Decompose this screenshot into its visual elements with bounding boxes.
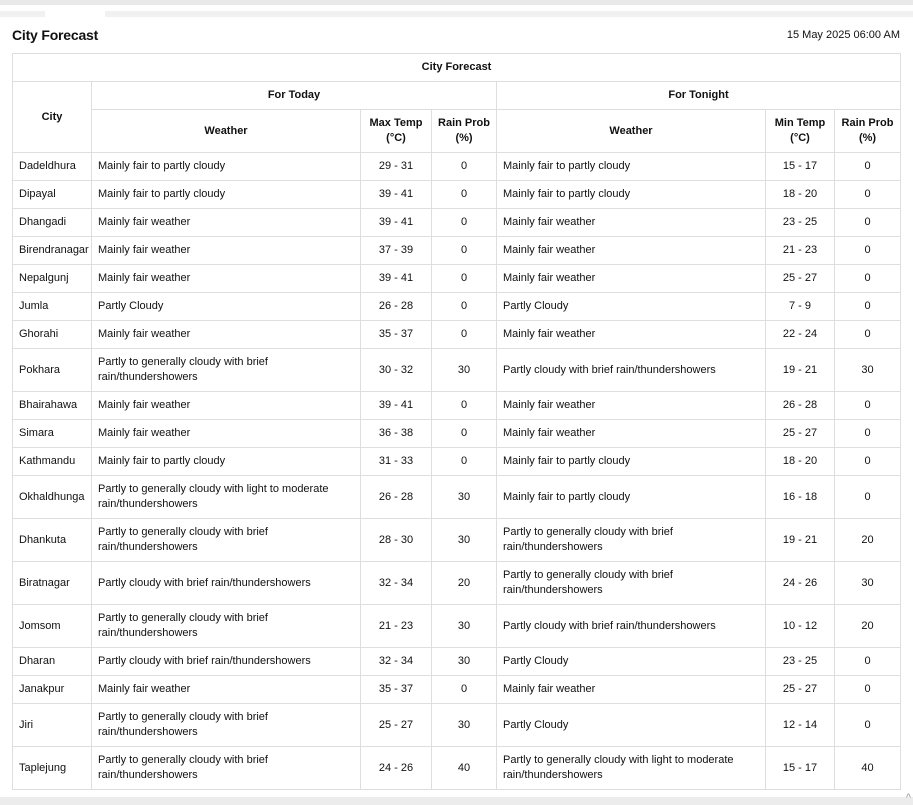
tonight-weather-cell: Mainly fair weather [497, 420, 766, 448]
table-row [13, 476, 901, 519]
city-cell: Jiri [13, 704, 92, 747]
tonight-weather-cell: Partly cloudy with brief rain/thundershowers [497, 605, 766, 648]
max-temp-cell: 21 - 23 [361, 605, 432, 648]
max-temp-cell: 30 - 32 [361, 349, 432, 392]
forecast-rows [13, 153, 901, 790]
max-temp-cell: 26 - 28 [361, 293, 432, 321]
max-temp-cell: 37 - 39 [361, 237, 432, 265]
today-weather-cell: Mainly fair weather [92, 237, 361, 265]
tonight-rain-cell: 0 [835, 265, 901, 293]
today-weather-header: Weather [92, 110, 361, 153]
tonight-weather-cell: Mainly fair weather [497, 321, 766, 349]
city-cell: Janakpur [13, 676, 92, 704]
min-temp-cell: 10 - 12 [766, 605, 835, 648]
tonight-weather-cell: Partly Cloudy [497, 293, 766, 321]
min-temp-cell: 18 - 20 [766, 448, 835, 476]
table-row [13, 392, 901, 420]
min-temp-cell: 15 - 17 [766, 153, 835, 181]
tonight-rain-cell: 0 [835, 209, 901, 237]
max-temp-cell: 31 - 33 [361, 448, 432, 476]
today-rain-cell: 0 [432, 293, 497, 321]
max-temp-header: Max Temp (°C) [361, 110, 432, 153]
min-temp-cell: 16 - 18 [766, 476, 835, 519]
table-row [13, 237, 901, 265]
tonight-rain-cell: 20 [835, 605, 901, 648]
city-cell: Simara [13, 420, 92, 448]
today-weather-cell: Partly to generally cloudy with light to moderate rain/thundershowers [92, 476, 361, 519]
max-temp-cell: 39 - 41 [361, 181, 432, 209]
min-temp-cell: 21 - 23 [766, 237, 835, 265]
for-today-header: For Today [92, 82, 497, 110]
today-weather-cell: Partly to generally cloudy with brief rain/thundershowers [92, 605, 361, 648]
city-cell: Dhangadi [13, 209, 92, 237]
today-rain-cell: 30 [432, 519, 497, 562]
today-weather-cell: Partly cloudy with brief rain/thundershowers [92, 562, 361, 605]
min-temp-cell: 25 - 27 [766, 420, 835, 448]
tab-gap [45, 11, 105, 17]
min-temp-cell: 22 - 24 [766, 321, 835, 349]
table-row [13, 747, 901, 790]
city-cell: Dipayal [13, 181, 92, 209]
min-temp-cell: 15 - 17 [766, 747, 835, 790]
tonight-weather-cell: Partly to generally cloudy with light to moderate rain/thundershowers [497, 747, 766, 790]
max-temp-cell: 39 - 41 [361, 265, 432, 293]
today-rain-cell: 0 [432, 209, 497, 237]
min-temp-cell: 19 - 21 [766, 519, 835, 562]
tonight-weather-cell: Mainly fair to partly cloudy [497, 448, 766, 476]
table-row [13, 519, 901, 562]
tonight-rain-cell: 0 [835, 448, 901, 476]
table-row [13, 293, 901, 321]
table-row [13, 648, 901, 676]
min-temp-cell: 23 - 25 [766, 209, 835, 237]
city-cell: Bhairahawa [13, 392, 92, 420]
tonight-rain-cell: 0 [835, 181, 901, 209]
max-temp-cell: 32 - 34 [361, 562, 432, 605]
tonight-weather-cell: Mainly fair to partly cloudy [497, 181, 766, 209]
tonight-weather-cell: Partly cloudy with brief rain/thundershowers [497, 349, 766, 392]
tonight-weather-cell: Mainly fair weather [497, 265, 766, 293]
tonight-rain-cell: 40 [835, 747, 901, 790]
tonight-weather-cell: Partly to generally cloudy with brief rain/thundershowers [497, 562, 766, 605]
forecast-header [12, 25, 900, 47]
forecast-timestamp: 15 May 2025 06:00 AM [786, 29, 900, 41]
tonight-weather-cell: Mainly fair weather [497, 237, 766, 265]
today-rain-cell: 0 [432, 181, 497, 209]
today-rain-cell: 30 [432, 648, 497, 676]
today-rain-cell: 30 [432, 704, 497, 747]
tonight-rain-cell: 0 [835, 237, 901, 265]
today-rain-cell: 0 [432, 676, 497, 704]
table-row [13, 420, 901, 448]
city-cell: Kathmandu [13, 448, 92, 476]
tonight-rain-cell: 20 [835, 519, 901, 562]
tonight-rain-cell: 0 [835, 420, 901, 448]
max-temp-cell: 35 - 37 [361, 321, 432, 349]
table-row [13, 448, 901, 476]
tonight-weather-cell: Mainly fair weather [497, 209, 766, 237]
table-row [13, 676, 901, 704]
today-weather-cell: Mainly fair weather [92, 392, 361, 420]
min-temp-cell: 26 - 28 [766, 392, 835, 420]
min-temp-cell: 19 - 21 [766, 349, 835, 392]
today-weather-cell: Mainly fair to partly cloudy [92, 448, 361, 476]
city-cell: Okhaldhunga [13, 476, 92, 519]
city-cell: Dharan [13, 648, 92, 676]
tonight-weather-cell: Mainly fair to partly cloudy [497, 476, 766, 519]
tonight-weather-header: Weather [497, 110, 766, 153]
tonight-weather-cell: Mainly fair to partly cloudy [497, 153, 766, 181]
table-caption: City Forecast [13, 54, 901, 82]
today-weather-cell: Mainly fair weather [92, 420, 361, 448]
today-rain-cell: 20 [432, 562, 497, 605]
max-temp-cell: 39 - 41 [361, 392, 432, 420]
today-rain-prob-header: Rain Prob (%) [432, 110, 497, 153]
city-cell: Biratnagar [13, 562, 92, 605]
city-column-header: City [13, 82, 92, 153]
table-row [13, 265, 901, 293]
tonight-rain-cell: 30 [835, 349, 901, 392]
table-row [13, 704, 901, 747]
min-temp-cell: 12 - 14 [766, 704, 835, 747]
today-weather-cell: Mainly fair to partly cloudy [92, 153, 361, 181]
table-row [13, 562, 901, 605]
table-row [13, 181, 901, 209]
city-cell: Pokhara [13, 349, 92, 392]
tonight-weather-cell: Partly to generally cloudy with brief rain/thundershowers [497, 519, 766, 562]
today-rain-cell: 0 [432, 448, 497, 476]
today-weather-cell: Partly cloudy with brief rain/thundershowers [92, 648, 361, 676]
city-cell: Nepalgunj [13, 265, 92, 293]
min-temp-cell: 24 - 26 [766, 562, 835, 605]
min-temp-header: Min Temp (°C) [766, 110, 835, 153]
table-row [13, 349, 901, 392]
tonight-rain-cell: 0 [835, 704, 901, 747]
today-rain-cell: 30 [432, 605, 497, 648]
city-cell: Taplejung [13, 747, 92, 790]
min-temp-cell: 25 - 27 [766, 676, 835, 704]
city-cell: Dhankuta [13, 519, 92, 562]
city-forecast-table [12, 53, 901, 790]
today-rain-cell: 0 [432, 392, 497, 420]
max-temp-cell: 29 - 31 [361, 153, 432, 181]
today-rain-cell: 0 [432, 420, 497, 448]
max-temp-cell: 26 - 28 [361, 476, 432, 519]
tonight-weather-cell: Partly Cloudy [497, 704, 766, 747]
today-rain-cell: 0 [432, 265, 497, 293]
max-temp-cell: 39 - 41 [361, 209, 432, 237]
today-weather-cell: Mainly fair weather [92, 676, 361, 704]
city-cell: Jumla [13, 293, 92, 321]
today-rain-cell: 0 [432, 153, 497, 181]
today-weather-cell: Partly to generally cloudy with brief rain/thundershowers [92, 519, 361, 562]
tonight-rain-cell: 0 [835, 153, 901, 181]
today-rain-cell: 30 [432, 349, 497, 392]
city-cell: Ghorahi [13, 321, 92, 349]
max-temp-cell: 28 - 30 [361, 519, 432, 562]
today-weather-cell: Partly to generally cloudy with brief rain/thundershowers [92, 349, 361, 392]
tonight-rain-cell: 0 [835, 321, 901, 349]
for-tonight-header: For Tonight [497, 82, 901, 110]
tonight-rain-cell: 0 [835, 676, 901, 704]
tonight-rain-cell: 0 [835, 293, 901, 321]
min-temp-cell: 18 - 20 [766, 181, 835, 209]
today-rain-cell: 30 [432, 476, 497, 519]
today-rain-cell: 0 [432, 237, 497, 265]
max-temp-cell: 25 - 27 [361, 704, 432, 747]
today-weather-cell: Mainly fair weather [92, 265, 361, 293]
min-temp-cell: 7 - 9 [766, 293, 835, 321]
today-weather-cell: Partly to generally cloudy with brief rain/thundershowers [92, 747, 361, 790]
min-temp-cell: 25 - 27 [766, 265, 835, 293]
tonight-rain-cell: 0 [835, 392, 901, 420]
max-temp-cell: 35 - 37 [361, 676, 432, 704]
tonight-rain-cell: 0 [835, 476, 901, 519]
tonight-weather-cell: Partly Cloudy [497, 648, 766, 676]
today-weather-cell: Partly to generally cloudy with brief rain/thundershowers [92, 704, 361, 747]
max-temp-cell: 24 - 26 [361, 747, 432, 790]
top-bar [0, 0, 913, 5]
max-temp-cell: 36 - 38 [361, 420, 432, 448]
page-title: City Forecast [12, 27, 99, 43]
table-row [13, 605, 901, 648]
today-weather-cell: Partly Cloudy [92, 293, 361, 321]
table-row [13, 209, 901, 237]
today-weather-cell: Mainly fair weather [92, 209, 361, 237]
tonight-weather-cell: Mainly fair weather [497, 676, 766, 704]
min-temp-cell: 23 - 25 [766, 648, 835, 676]
max-temp-cell: 32 - 34 [361, 648, 432, 676]
tonight-rain-cell: 0 [835, 648, 901, 676]
today-rain-cell: 0 [432, 321, 497, 349]
tonight-rain-prob-header: Rain Prob (%) [835, 110, 901, 153]
city-cell: Jomsom [13, 605, 92, 648]
city-cell: Dadeldhura [13, 153, 92, 181]
table-row [13, 321, 901, 349]
tab-strip [0, 11, 913, 17]
table-row [13, 153, 901, 181]
today-rain-cell: 40 [432, 747, 497, 790]
today-weather-cell: Mainly fair to partly cloudy [92, 181, 361, 209]
today-weather-cell: Mainly fair weather [92, 321, 361, 349]
horizontal-scrollbar[interactable] [0, 797, 913, 805]
city-cell: Birendranagar [13, 237, 92, 265]
scroll-up-icon[interactable]: ^ [905, 792, 911, 804]
tonight-weather-cell: Mainly fair weather [497, 392, 766, 420]
tonight-rain-cell: 30 [835, 562, 901, 605]
